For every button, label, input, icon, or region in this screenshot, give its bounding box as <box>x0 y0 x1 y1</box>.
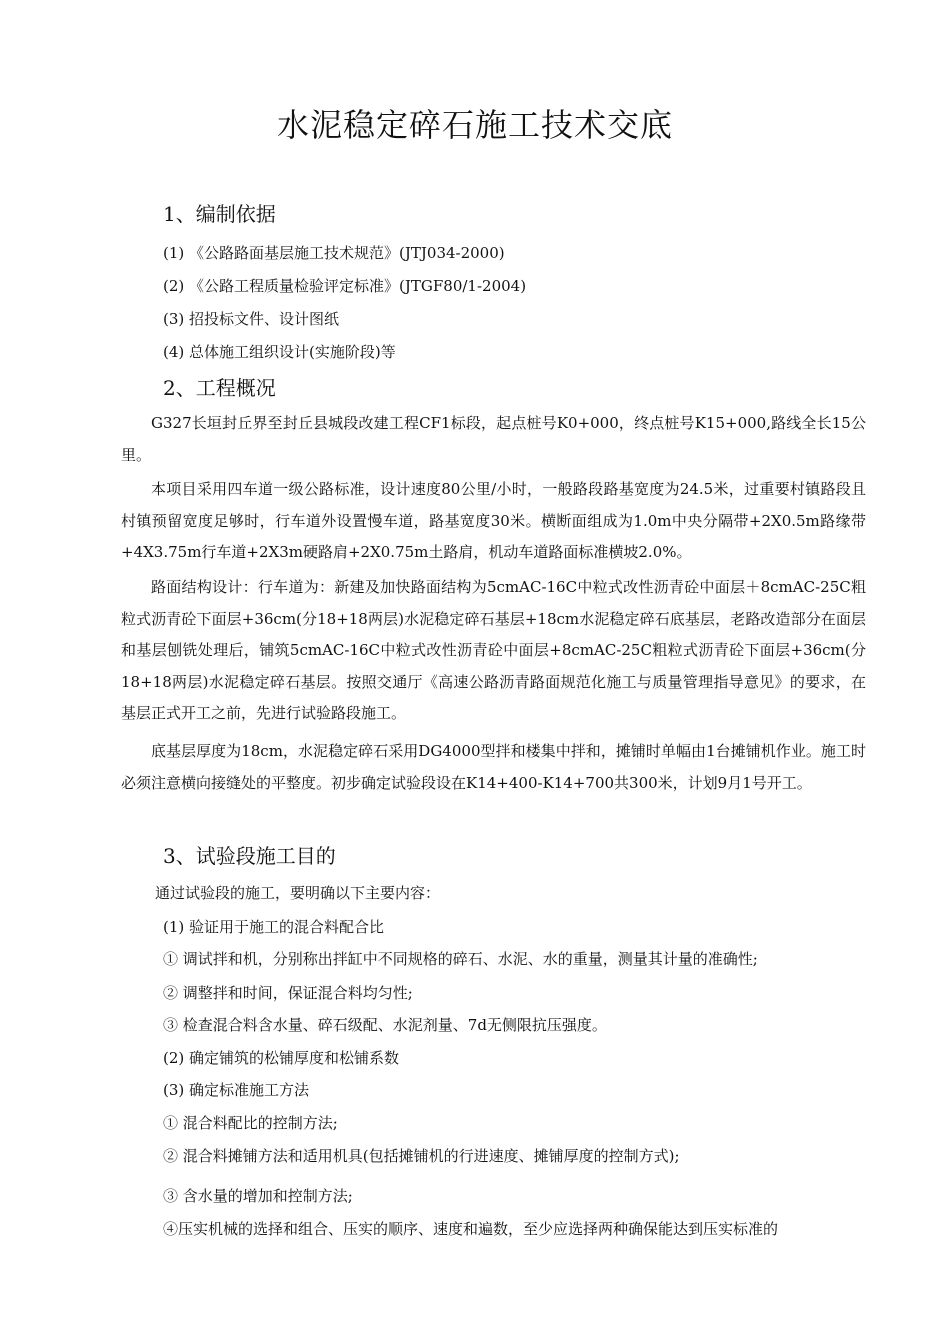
overview-paragraph-3: 路面结构设计：行车道为：新建及加快路面结构为5cmAC-16C中粒式改性沥青砼中面层＋8cmAC-25C粗粒式沥青砼下面层+36cm(分18+18两层)水泥稳定碎石基层+18cm水泥稳定碎石底基层，老路改造部分在面层和基层刨铣处理后，铺筑5cmAC-16C中粒式改性沥青砼中面层+8cmAC-25C粗粒式沥青砼下面层+36cm(分18+18两层)水泥稳定碎石基层。按照交通厅《高速公路沥青路面规范化施工与质量管理指导意见》的要求，在基层正式开工之前，先进行试验路段施工。 <box>121 578 866 722</box>
purpose-intro: 通过试验段的施工，要明确以下主要内容： <box>155 884 441 902</box>
basis-item-2: (2) 《公路工程质量检验评定标准》(JTGF80/1-2004) <box>163 277 527 295</box>
overview-paragraph-2: 本项目采用四车道一级公路标准，设计速度80公里/小时，一般路段路基宽度为24.5米，过重要村镇路段且村镇预留宽度足够时，行车道外设置慢车道，路基宽度30米。横断面组成为1.0m中央分隔带+2X0.5m路缘带+4X3.75m行车道+2X3m硬路肩+2X0.75m土路肩，机动车道路面标准横坡2.0%。 <box>121 480 866 561</box>
section-heading-basis: 1、编制依据 <box>163 202 276 226</box>
purpose-item-1: (1) 验证用于施工的混合料配合比 <box>163 918 385 936</box>
section-heading-overview: 2、工程概况 <box>163 376 276 400</box>
purpose-item-2: ① 调试拌和机，分别称出拌缸中不同规格的碎石、水泥、水的重量，测量其计量的准确性; <box>163 950 758 968</box>
purpose-item-6: (3) 确定标准施工方法 <box>163 1081 310 1099</box>
purpose-item-5: (2) 确定铺筑的松铺厚度和松铺系数 <box>163 1049 400 1067</box>
basis-item-1: (1) 《公路路面基层施工技术规范》(JTJ034-2000) <box>163 244 505 262</box>
basis-item-4: (4) 总体施工组织设计(实施阶段)等 <box>163 343 396 361</box>
purpose-item-4: ③ 检查混合料含水量、碎石级配、水泥剂量、7d无侧限抗压强度。 <box>163 1016 607 1034</box>
section-heading-purpose: 3、试验段施工目的 <box>163 844 336 868</box>
purpose-item-8: ② 混合料摊铺方法和适用机具(包括摊铺机的行进速度、摊铺厚度的控制方式); <box>163 1147 680 1165</box>
overview-paragraph-1: G327长垣封丘界至封丘县城段改建工程CF1标段，起点桩号K0+000，终点桩号K15+000,路线全长15公里。 <box>121 414 866 464</box>
overview-paragraph-4: 底基层厚度为18cm，水泥稳定碎石采用DG4000型拌和楼集中拌和，摊铺时单幅由1台摊铺机作业。施工时必须注意横向接缝处的平整度。初步确定试验段设在K14+400-K14+700共300米，计划9月1号开工。 <box>121 742 866 792</box>
purpose-item-9: ③ 含水量的增加和控制方法; <box>163 1187 353 1205</box>
document-title: 水泥稳定碎石施工技术交底 <box>276 106 673 144</box>
purpose-item-7: ① 混合料配比的控制方法; <box>163 1114 338 1132</box>
basis-item-3: (3) 招投标文件、设计图纸 <box>163 310 340 328</box>
purpose-item-10: ④压实机械的选择和组合、压实的顺序、速度和遍数，至少应选择两种确保能达到压实标准的 <box>163 1220 779 1238</box>
purpose-item-3: ② 调整拌和时间，保证混合料均匀性; <box>163 984 413 1002</box>
